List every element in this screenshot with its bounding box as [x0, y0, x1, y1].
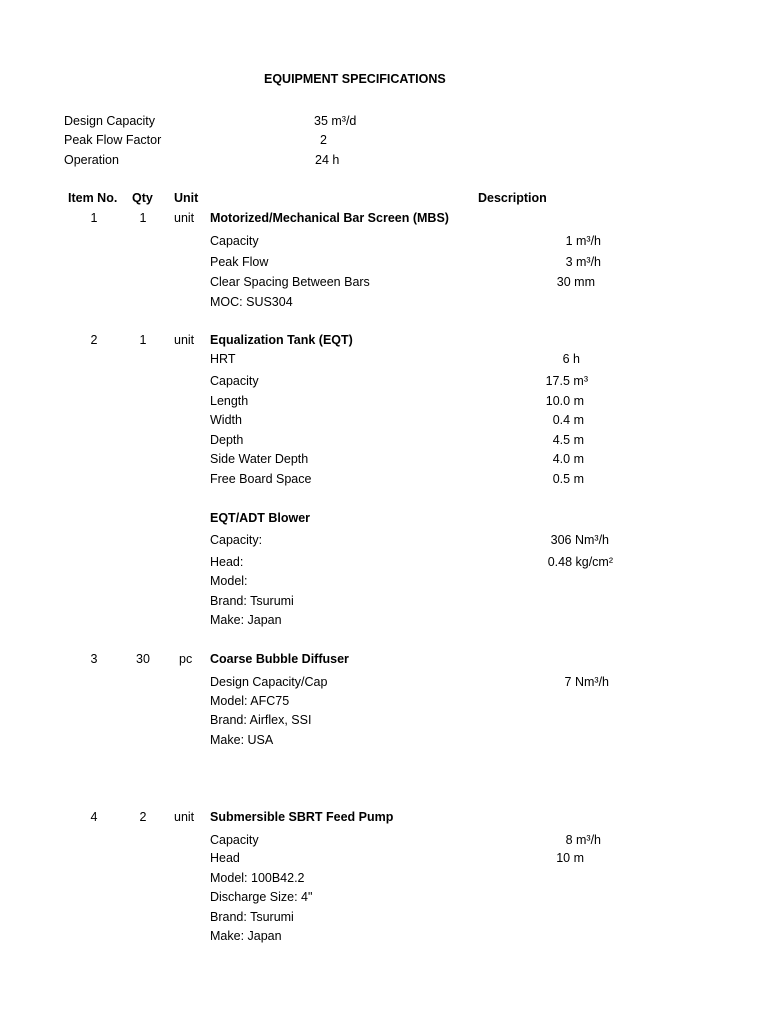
spec-label: Width — [210, 413, 242, 427]
spec-label: Peak Flow — [210, 255, 269, 269]
spec-label: Depth — [210, 433, 244, 447]
item-unit: unit — [174, 810, 195, 824]
spec-label: MOC: SUS304 — [210, 295, 293, 309]
spec-label: Head: — [210, 555, 244, 569]
item-number: 3 — [90, 652, 98, 666]
item-unit: unit — [174, 333, 195, 347]
spec-label: Discharge Size: 4" — [210, 890, 313, 904]
spec-value: 0.4 m — [552, 413, 584, 427]
design-label: Design Capacity — [64, 114, 156, 128]
item-qty: 30 — [136, 652, 150, 666]
spec-label: Design Capacity/Cap — [210, 675, 328, 689]
spec-label: Side Water Depth — [210, 452, 309, 466]
spec-label: Model: — [210, 574, 248, 588]
spec-label: Capacity — [210, 374, 259, 388]
item-number: 4 — [90, 810, 98, 824]
spec-value: 306 Nm³/h — [550, 533, 609, 547]
spec-value: 1 m³/h — [565, 234, 601, 248]
spec-value: 0.48 kg/cm² — [547, 555, 613, 569]
spec-value: 0.5 m — [552, 472, 584, 486]
spec-value: 7 Nm³/h — [564, 675, 609, 689]
item-qty: 1 — [139, 211, 147, 225]
header-unit: Unit — [174, 191, 199, 205]
spec-label: Make: USA — [210, 733, 274, 747]
page-title: EQUIPMENT SPECIFICATIONS — [264, 72, 446, 86]
design-value: 35 m³/d — [314, 114, 357, 128]
spec-label: Brand: Tsurumi — [210, 594, 294, 608]
item-name: Equalization Tank (EQT) — [210, 333, 353, 347]
spec-label: Make: Japan — [210, 929, 282, 943]
item-name: Motorized/Mechanical Bar Screen (MBS) — [210, 211, 449, 225]
item-name: Submersible SBRT Feed Pump — [210, 810, 394, 824]
spec-value: 3 m³/h — [565, 255, 601, 269]
design-label: Peak Flow Factor — [64, 133, 162, 147]
spec-value: 10.0 m — [545, 394, 584, 408]
spec-label: Head — [210, 851, 240, 865]
spec-value: 4.0 m — [552, 452, 584, 466]
spec-value: 17.5 m³ — [545, 374, 588, 388]
spec-label: Make: Japan — [210, 613, 282, 627]
spec-value: 6 h — [562, 352, 580, 366]
spec-label: Length — [210, 394, 249, 408]
item-unit: pc — [179, 652, 193, 666]
design-value: 2 — [320, 133, 327, 147]
spec-label: Capacity — [210, 234, 259, 248]
spec-label: Brand: Tsurumi — [210, 910, 294, 924]
header-qty: Qty — [132, 191, 153, 205]
item-qty: 2 — [139, 810, 147, 824]
spec-label: Model: AFC75 — [210, 694, 290, 708]
spec-label: Capacity — [210, 833, 259, 847]
spec-value: 10 m — [556, 851, 584, 865]
spec-label: Model: 100B42.2 — [210, 871, 305, 885]
spec-label: Capacity: — [210, 533, 263, 547]
design-label: Operation — [64, 153, 119, 167]
sub-item-name: EQT/ADT Blower — [210, 511, 311, 525]
header-item-no: Item No. — [68, 191, 118, 205]
spec-label: Brand: Airflex, SSI — [210, 713, 312, 727]
item-qty: 1 — [139, 333, 147, 347]
item-name: Coarse Bubble Diffuser — [210, 652, 349, 666]
item-number: 1 — [90, 211, 98, 225]
spec-value: 30 mm — [556, 275, 595, 289]
spec-value: 4.5 m — [552, 433, 584, 447]
item-number: 2 — [90, 333, 98, 347]
header-description: Description — [478, 191, 547, 205]
spec-label: Free Board Space — [210, 472, 312, 486]
spec-label: HRT — [210, 352, 236, 366]
spec-value: 8 m³/h — [565, 833, 601, 847]
design-value: 24 h — [315, 153, 340, 167]
spec-label: Clear Spacing Between Bars — [210, 275, 370, 289]
item-unit: unit — [174, 211, 195, 225]
